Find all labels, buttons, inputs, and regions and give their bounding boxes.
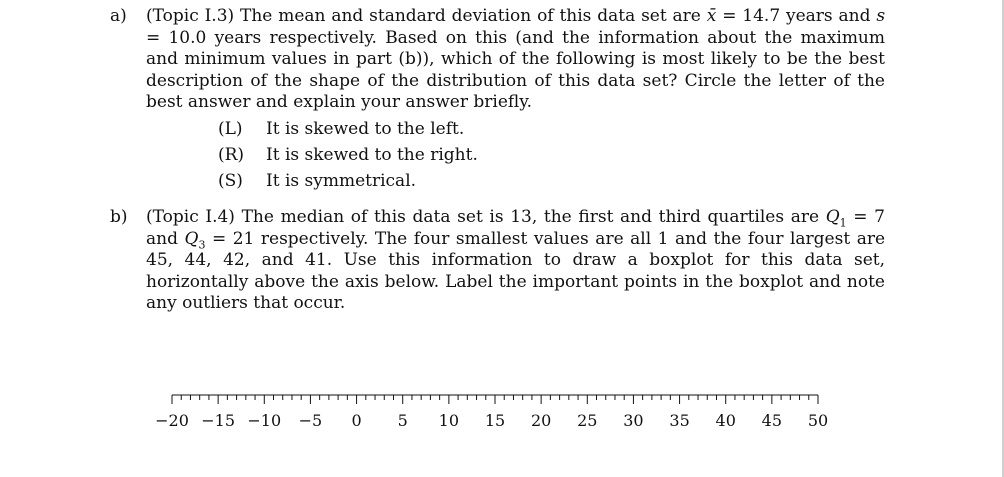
part-a-question: years respectively. Based on this (and the information about the maximum and minimum values in part (b)), which of the following is most likely to be the best description of the shape of the distribution of this data set? Circle the letter of the best answer and explain your answer briefly. xyxy=(146,27,886,112)
part-b-topic: (Topic I.4) xyxy=(146,207,235,227)
sd-value: = 10.0 xyxy=(146,27,207,48)
tick-label: 35 xyxy=(669,411,690,430)
part-a-body xyxy=(146,6,885,195)
tick-label: 45 xyxy=(761,411,783,430)
choice-text: It is symmetrical. xyxy=(266,170,417,191)
part-a-topic: (Topic I.3) xyxy=(146,6,235,26)
part-a-intro: The mean and standard deviation of this data set are xyxy=(240,6,701,26)
tick-label: 15 xyxy=(484,411,506,430)
number-line[interactable] xyxy=(150,384,840,444)
tick-label: 10 xyxy=(438,411,460,430)
tick-label: 5 xyxy=(397,411,408,430)
q1-subscript: 1 xyxy=(839,216,847,230)
tick-label: 50 xyxy=(807,411,829,430)
tick-label: −20 xyxy=(155,411,189,430)
q3-symbol: Q xyxy=(184,228,199,249)
tick-label: 30 xyxy=(623,411,644,430)
answer-choices xyxy=(218,117,885,195)
choice-letter: (R) xyxy=(218,144,245,165)
q1-value: = 7 and xyxy=(146,207,885,249)
question-part-a xyxy=(110,6,885,195)
question-part-b xyxy=(110,207,885,315)
tick-label: 25 xyxy=(577,411,598,430)
tick-label: 20 xyxy=(530,411,552,430)
part-b-label: b) xyxy=(110,207,128,227)
part-a-label: a) xyxy=(110,6,127,26)
tick-label: 40 xyxy=(715,411,736,430)
tick-label: −10 xyxy=(247,411,282,430)
choice-symmetric[interactable] xyxy=(218,169,885,195)
tick-label: 0 xyxy=(351,411,362,430)
part-b-question: = 21 respectively. The four smallest values are all 1 and the four largest are 45, 44, 42, and 41. Use this information to draw a boxplot for this data set, horizontally above the axis below. Label the important points in the boxplot and note any outliers that occur. xyxy=(146,228,886,313)
number-line-svg xyxy=(150,384,840,444)
mean-symbol: x̄ xyxy=(706,6,717,26)
q1-symbol: Q xyxy=(825,207,840,227)
part-b-body xyxy=(146,207,885,315)
q3-subscript: 3 xyxy=(198,237,206,251)
choice-text: It is skewed to the left. xyxy=(266,118,465,139)
part-b-intro: The median of this data set is 13, the first and third quartiles are xyxy=(241,207,820,227)
choice-text: It is skewed to the right. xyxy=(266,144,478,165)
choice-letter: (S) xyxy=(218,170,243,191)
mean-value: = 14.7 years and xyxy=(722,6,871,26)
tick-label: −15 xyxy=(201,411,236,430)
choice-left-skew[interactable] xyxy=(218,117,885,143)
sd-symbol: s xyxy=(876,6,886,26)
choice-letter: (L) xyxy=(218,118,243,139)
choice-right-skew[interactable] xyxy=(218,143,885,169)
tick-label: −5 xyxy=(298,411,323,430)
